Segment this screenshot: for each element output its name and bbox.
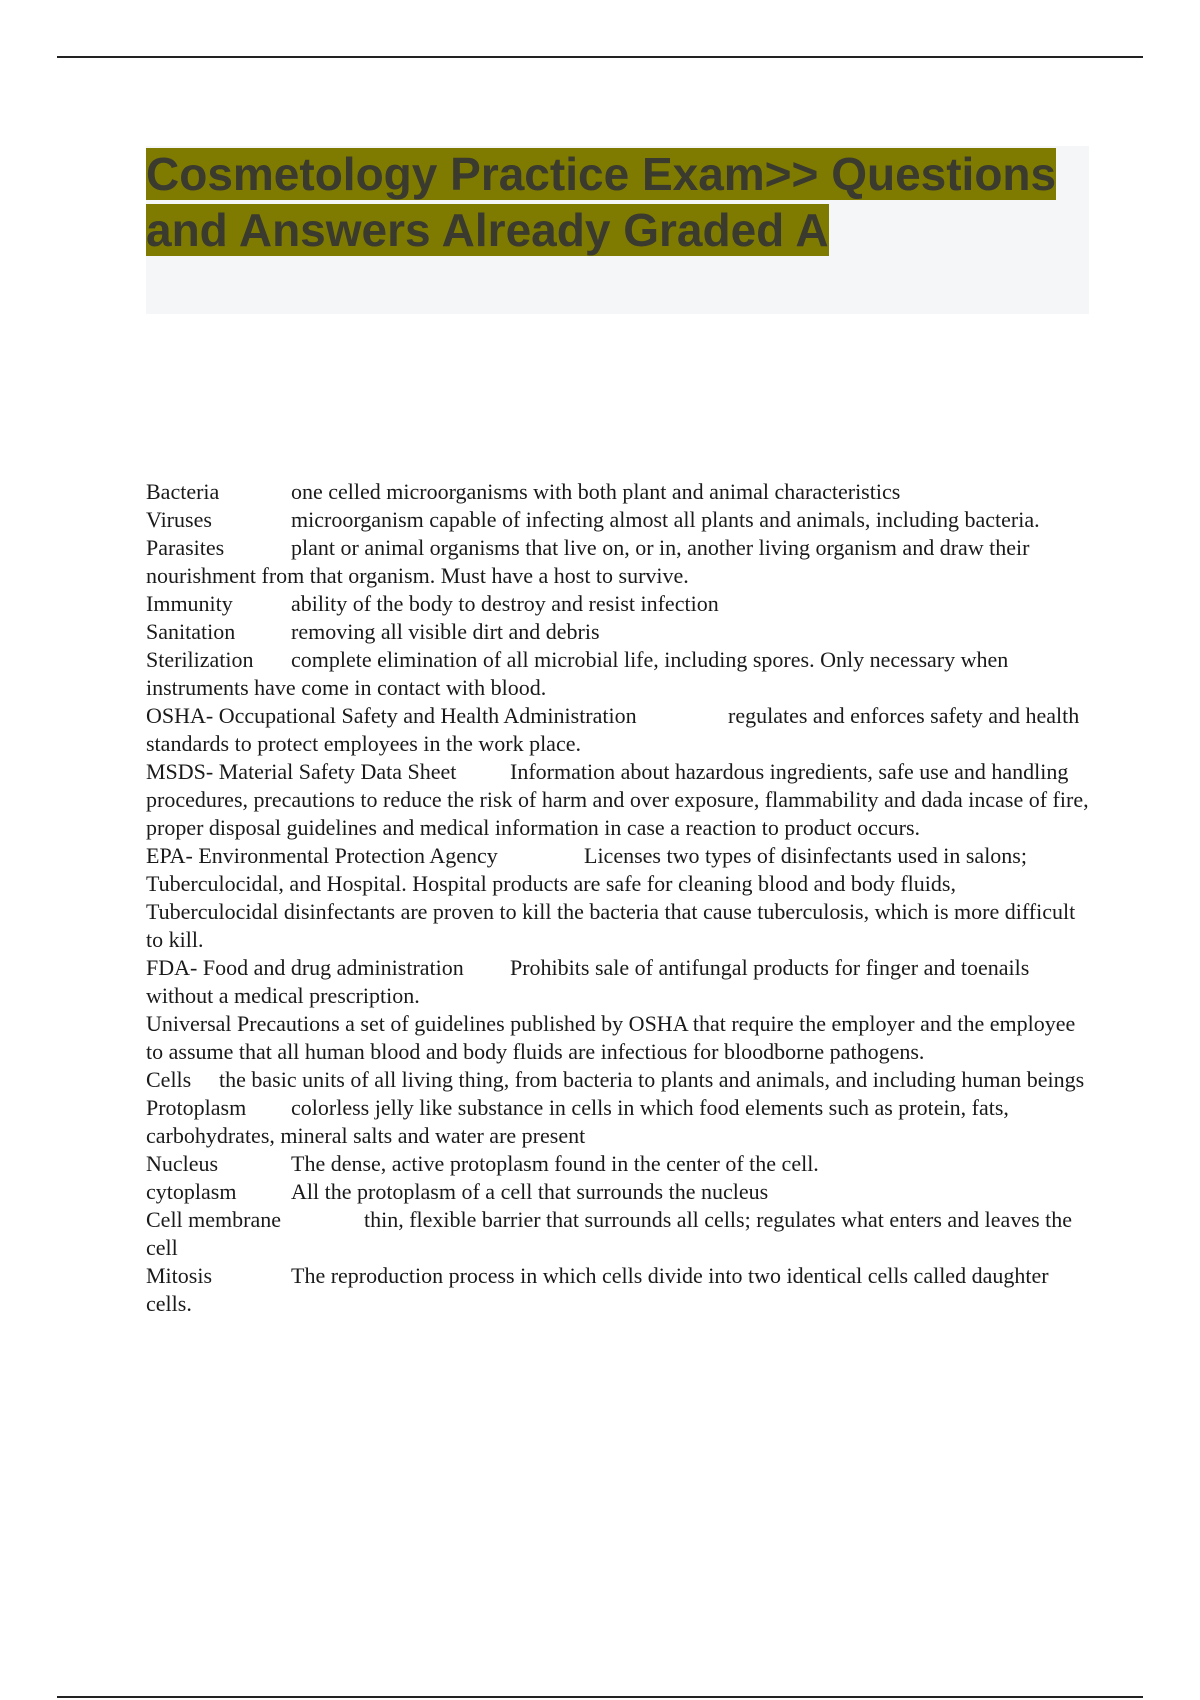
- list-item: [146, 842, 1092, 954]
- list-item: [146, 1094, 1092, 1150]
- definition: ability of the body to destroy and resist infection: [291, 591, 719, 616]
- term-list: [146, 478, 1092, 1318]
- list-item: [146, 1262, 1092, 1318]
- title-block: [146, 146, 1089, 314]
- title-highlight: Cosmetology Practice Exam>> Questions and Answers Already Graded A: [146, 148, 1057, 256]
- definition: plant or animal organisms that live on, or in, another living organism and draw their nourishment from that organism. Must have a host to survive.: [146, 535, 1030, 588]
- term: Parasites: [146, 535, 225, 560]
- term: cytoplasm: [146, 1179, 237, 1204]
- list-item: [146, 1178, 1092, 1206]
- list-item: [146, 1010, 1092, 1066]
- term: MSDS- Material Safety Data Sheet: [146, 759, 457, 784]
- term: Cells: [146, 1067, 192, 1092]
- term: Cell membrane: [146, 1207, 282, 1232]
- term: Sterilization: [146, 647, 254, 672]
- term: Bacteria: [146, 479, 220, 504]
- list-item: [146, 590, 1092, 618]
- definition: thin, flexible barrier that surrounds all cells; regulates what enters and leaves the cell: [146, 1207, 1073, 1260]
- definition: complete elimination of all microbial life, including spores. Only necessary when instruments have come in contact with blood.: [146, 647, 1009, 700]
- definition: Prohibits sale of antifungal products for finger and toenails without a medical prescription.: [146, 955, 1030, 1008]
- term: OSHA- Occupational Safety and Health Administration: [146, 703, 637, 728]
- definition: a set of guidelines published by OSHA that require the employer and the employee to assume that all human blood and body fluids are infectious for bloodborne pathogens.: [146, 1011, 1076, 1064]
- list-item: [146, 954, 1092, 1010]
- term: Protoplasm: [146, 1095, 247, 1120]
- term: FDA- Food and drug administration: [146, 955, 464, 980]
- document-title: [146, 146, 1089, 258]
- list-item: [146, 534, 1092, 590]
- list-item: [146, 478, 1092, 506]
- list-item: [146, 646, 1092, 702]
- definition: All the protoplasm of a cell that surrounds the nucleus: [291, 1179, 769, 1204]
- term: EPA- Environmental Protection Agency: [146, 843, 498, 868]
- definition: microorganism capable of infecting almost all plants and animals, including bacteria.: [291, 507, 1040, 532]
- term: Viruses: [146, 507, 212, 532]
- definition: the basic units of all living thing, from bacteria to plants and animals, and including human beings: [219, 1067, 1085, 1092]
- definition: removing all visible dirt and debris: [291, 619, 600, 644]
- definition: Information about hazardous ingredients, safe use and handling procedures, precautions to reduce the risk of harm and over exposure, flammability and dada incase of fire, proper disposal guidelines and medical information in case a reaction to product occurs.: [146, 759, 1089, 840]
- term: Nucleus: [146, 1151, 219, 1176]
- term: Universal Precautions: [146, 1011, 340, 1036]
- definition: regulates and enforces safety and health standards to protect employees in the work place.: [146, 703, 1080, 756]
- list-item: [146, 506, 1092, 534]
- list-item: [146, 1066, 1092, 1094]
- definition: The dense, active protoplasm found in the center of the cell.: [291, 1151, 819, 1176]
- definition: one celled microorganisms with both plant and animal characteristics: [291, 479, 901, 504]
- term: Sanitation: [146, 619, 236, 644]
- definition: Licenses two types of disinfectants used in salons; Tuberculocidal, and Hospital. Hospital products are safe for cleaning blood and body fluids, Tuberculocidal disinfectants are proven to kill the bacteria that cause tuberculosis, which is more difficult to kill.: [146, 843, 1076, 952]
- term: Mitosis: [146, 1263, 213, 1288]
- list-item: [146, 1206, 1092, 1262]
- definition: colorless jelly like substance in cells in which food elements such as protein, fats, carbohydrates, mineral salts and water are present: [146, 1095, 1009, 1148]
- list-item: [146, 758, 1092, 842]
- bottom-rule: [57, 1696, 1143, 1698]
- term: Immunity: [146, 591, 233, 616]
- list-item: [146, 1150, 1092, 1178]
- definition: The reproduction process in which cells divide into two identical cells called daughter cells.: [146, 1263, 1049, 1316]
- list-item: [146, 702, 1092, 758]
- top-rule: [57, 56, 1143, 58]
- list-item: [146, 618, 1092, 646]
